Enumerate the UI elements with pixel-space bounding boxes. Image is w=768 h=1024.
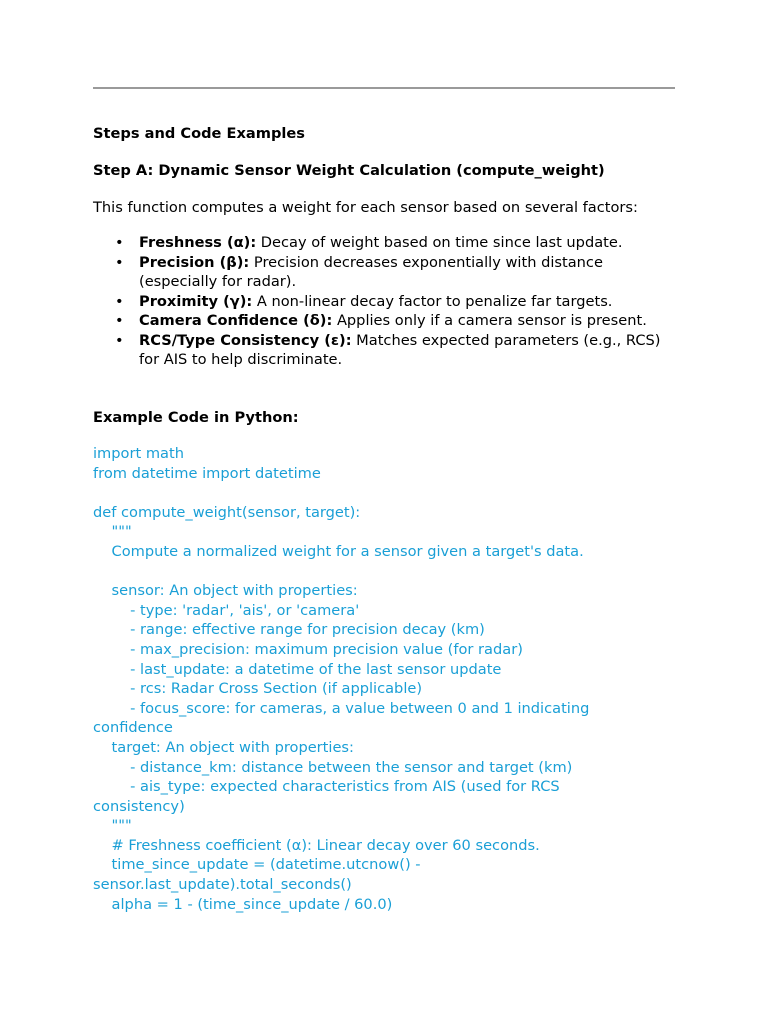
factor-label: Precision (β):	[139, 253, 250, 271]
factor-text: Precision decreases exponentially with distance (especially for radar).	[139, 253, 603, 290]
intro-paragraph: This function computes a weight for each sensor based on several factors:	[93, 199, 638, 216]
factor-label: Camera Confidence (δ):	[139, 312, 333, 329]
bullet-icon: •	[115, 312, 124, 329]
code-line: alpha = 1 - (time_since_update / 60.0)	[93, 895, 393, 913]
code-line: - ais_type: expected characteristics from AIS (used for RCS	[93, 778, 560, 796]
factor-text: A non-linear decay factor to penalize far targets.	[256, 292, 613, 310]
code-line: - distance_km: distance between the sensor and target (km)	[93, 758, 573, 776]
list-item	[93, 233, 675, 253]
list-item	[93, 292, 675, 312]
code-block	[93, 444, 675, 914]
step-a-title: Step A: Dynamic Sensor Weight Calculation (compute_weight)	[93, 162, 605, 179]
code-line: target: An object with properties:	[93, 738, 354, 756]
code-line: # Freshness coefficient (α): Linear decay over 60 seconds.	[93, 836, 540, 854]
bullet-icon: •	[115, 292, 124, 310]
factor-label: RCS/Type Consistency (ε):	[139, 331, 352, 349]
bullet-icon: •	[115, 331, 124, 349]
code-line: - max_precision: maximum precision value (for radar)	[93, 640, 523, 658]
horizontal-rule	[93, 87, 675, 89]
code-line: def compute_weight(sensor, target):	[93, 503, 361, 521]
bullet-icon: •	[115, 234, 124, 251]
code-line: import math	[93, 445, 184, 462]
code-line: """	[93, 523, 132, 541]
bullet-icon: •	[115, 253, 124, 271]
code-line: - last_update: a datetime of the last sensor update	[93, 660, 502, 678]
code-line: - rcs: Radar Cross Section (if applicable)	[93, 680, 423, 698]
code-line	[93, 483, 675, 503]
factor-text: Decay of weight based on time since last update.	[260, 234, 623, 251]
code-line	[93, 562, 675, 582]
list-item	[93, 311, 675, 331]
code-line: from datetime import datetime	[93, 464, 321, 482]
code-line: Compute a normalized weight for a sensor given a target's data.	[93, 542, 584, 560]
code-line: confidence	[93, 719, 173, 737]
code-line: """	[93, 817, 132, 835]
code-line: - range: effective range for precision decay (km)	[93, 621, 485, 639]
code-line: sensor: An object with properties:	[93, 582, 358, 600]
code-line: - type: 'radar', 'ais', or 'camera'	[93, 601, 360, 619]
code-line: - focus_score: for cameras, a value between 0 and 1 indicating	[93, 699, 590, 717]
code-line: consistency)	[93, 797, 185, 815]
factor-text: Applies only if a camera sensor is present.	[336, 312, 647, 329]
list-item	[93, 331, 675, 370]
code-line: time_since_update = (datetime.utcnow() -	[93, 856, 421, 874]
factor-list	[93, 233, 675, 370]
list-item	[93, 253, 675, 292]
code-line: sensor.last_update).total_seconds()	[93, 876, 352, 894]
factor-label: Proximity (γ):	[139, 292, 253, 310]
example-title: Example Code in Python:	[93, 409, 299, 426]
section-title: Steps and Code Examples	[93, 125, 305, 142]
factor-text: Matches expected parameters (e.g., RCS) for AIS to help discriminate.	[139, 331, 661, 368]
factor-label: Freshness (α):	[139, 234, 257, 251]
